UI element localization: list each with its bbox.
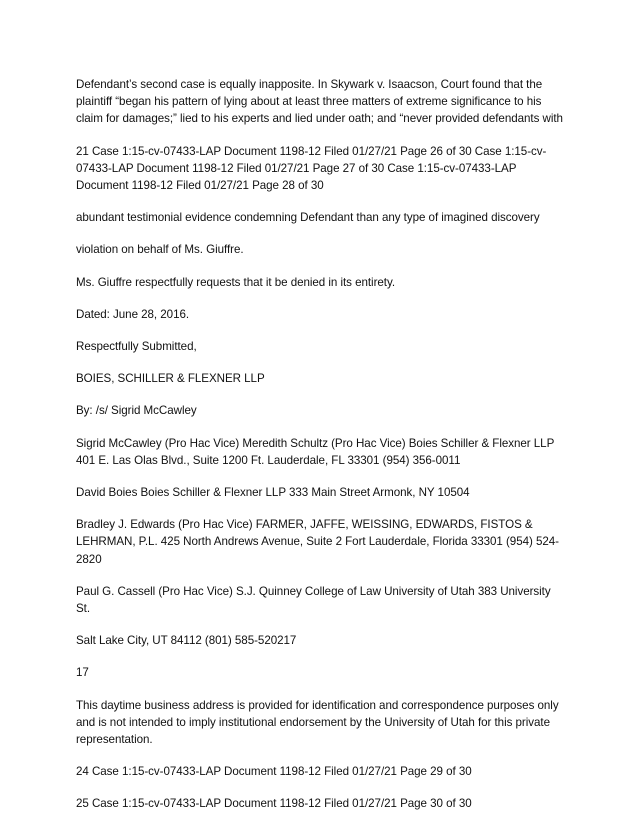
counsel-block-edwards: Bradley J. Edwards (Pro Hac Vice) FARMER, JAFFE, WEISSING, EDWARDS, FISTOS & LEHRMAN, P.L. 425 North Andrews Avenue, Suite 2 Fort Lauderdale, Florida 33301 (954) 524-2820 <box>76 518 559 566</box>
cassell-address-line: Salt Lake City, UT 84112 (801) 585-520217 <box>76 634 297 648</box>
counsel-block-mccawley: Sigrid McCawley (Pro Hac Vice) Meredith Schultz (Pro Hac Vice) Boies Schiller & Flexner LLP 401 E. Las Olas Blvd., Suite 1200 Ft. Lauderdale, FL 33301 (954) 356-0011 <box>76 436 555 467</box>
page-reference-30: 25 Case 1:15-cv-07433-LAP Document 1198-12 Filed 01/27/21 Page 30 of 30 <box>76 797 472 811</box>
footnote-number: 17 <box>76 666 89 680</box>
paragraph-testimonial-evidence: abundant testimonial evidence condemning Defendant than any type of imagined discovery <box>76 211 540 225</box>
paragraph-skywark-argument: Defendant’s second case is equally inapposite. In Skywark v. Isaacson, Court found that the plaintiff “began his pattern of lying about at least three matters of extreme significance to his claim for damages;” lied to his experts and lied under oath; and “never provided defendants with <box>76 78 563 126</box>
closing-line: Respectfully Submitted, <box>76 340 197 354</box>
page-footer-case-reference: 21 Case 1:15-cv-07433-LAP Document 1198-12 Filed 01/27/21 Page 26 of 30 Case 1:15-cv-07433-LAP Document 1198-12 Filed 01/27/21 Page 27 of 30 Case 1:15-cv-07433-LAP Document 1198-12 Filed 01/27/21 Page 28 of 30 <box>76 144 547 193</box>
counsel-block-boies: David Boies Boies Schiller & Flexner LLP 333 Main Street Armonk, NY 10504 <box>76 486 470 500</box>
signature-line: By: /s/ Sigrid McCawley <box>76 404 197 418</box>
page-reference-29: 24 Case 1:15-cv-07433-LAP Document 1198-12 Filed 01/27/21 Page 29 of 30 <box>76 765 472 779</box>
paragraph-request: Ms. Giuffre respectfully requests that it be denied in its entirety. <box>76 275 396 289</box>
counsel-block-cassell: Paul G. Cassell (Pro Hac Vice) S.J. Quinney College of Law University of Utah 383 University St. <box>76 584 551 616</box>
dated-line: Dated: June 28, 2016. <box>76 307 190 321</box>
paragraph-violation: violation on behalf of Ms. Giuffre. <box>76 243 244 257</box>
firm-name: BOIES, SCHILLER & FLEXNER LLP <box>76 372 265 386</box>
document-body <box>76 76 564 813</box>
footnote-text: This daytime business address is provided for identification and correspondence purposes only and is not intended to imply institutional endorsement by the University of Utah for this private representation. <box>76 698 559 747</box>
